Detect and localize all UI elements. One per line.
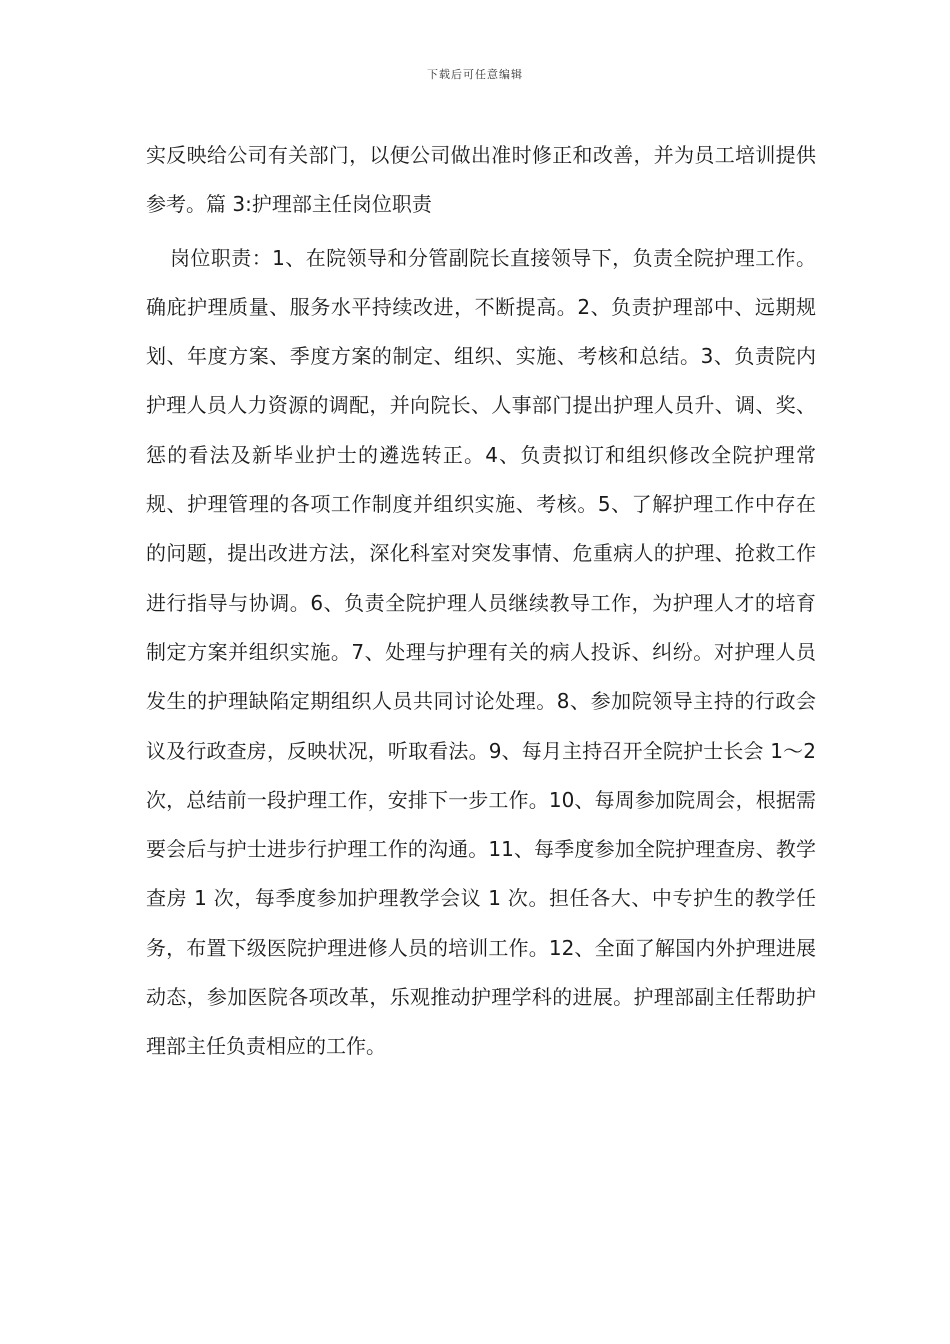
document-body [146,131,816,1072]
paragraph-intro: 实反映给公司有关部门，以便公司做出准时修正和改善，并为员工培训提供参考。篇 3:护理部主任岗位职责 [146,143,816,217]
page-header-note: 下载后可任意编辑 [427,68,523,81]
paragraph-job-duties: 岗位职责：1、在院领导和分管副院长直接领导下，负责全院护理工作。确庇护理质量、服务水平持续改进，不断提高。2、负责护理部中、远期规划、年度方案、季度方案的制定、组织、实施、考核和总结。3、负责院内护理人员人力资源的调配，并向院长、人事部门提出护理人员升、调、奖、惩的看法及新毕业护士的遴选转正。4、负责拟订和组织修改全院护理常规、护理管理的各项工作制度并组织实施、考核。5、了解护理工作中存在的问题，提出改进方法，深化科室对突发事情、危重病人的护理、抢救工作进行指导与协调。6、负责全院护理人员继续教导工作，为护理人才的培育制定方案并组织实施。7、处理与护理有关的病人投诉、纠纷。对护理人员发生的护理缺陷定期组织人员共同讨论处理。8、参加院领导主持的行政会议及行政查房，反映状况，听取看法。9、每月主持召开全院护士长会 1～2 次，总结前一段护理工作，安排下一步工作。10、每周参加院周会，根据需要会后与护士进步行护理工作的沟通。11、每季度参加全院护理查房、教学查房 1 次，每季度参加护理教学会议 1 次。担任各大、中专护生的教学任务，布置下级医院护理进修人员的培训工作。12、全面了解国内外护理进展动态，参加医院各项改革，乐观推动护理学科的进展。护理部副主任帮助护理部主任负责相应的工作。 [146,245,816,1059]
